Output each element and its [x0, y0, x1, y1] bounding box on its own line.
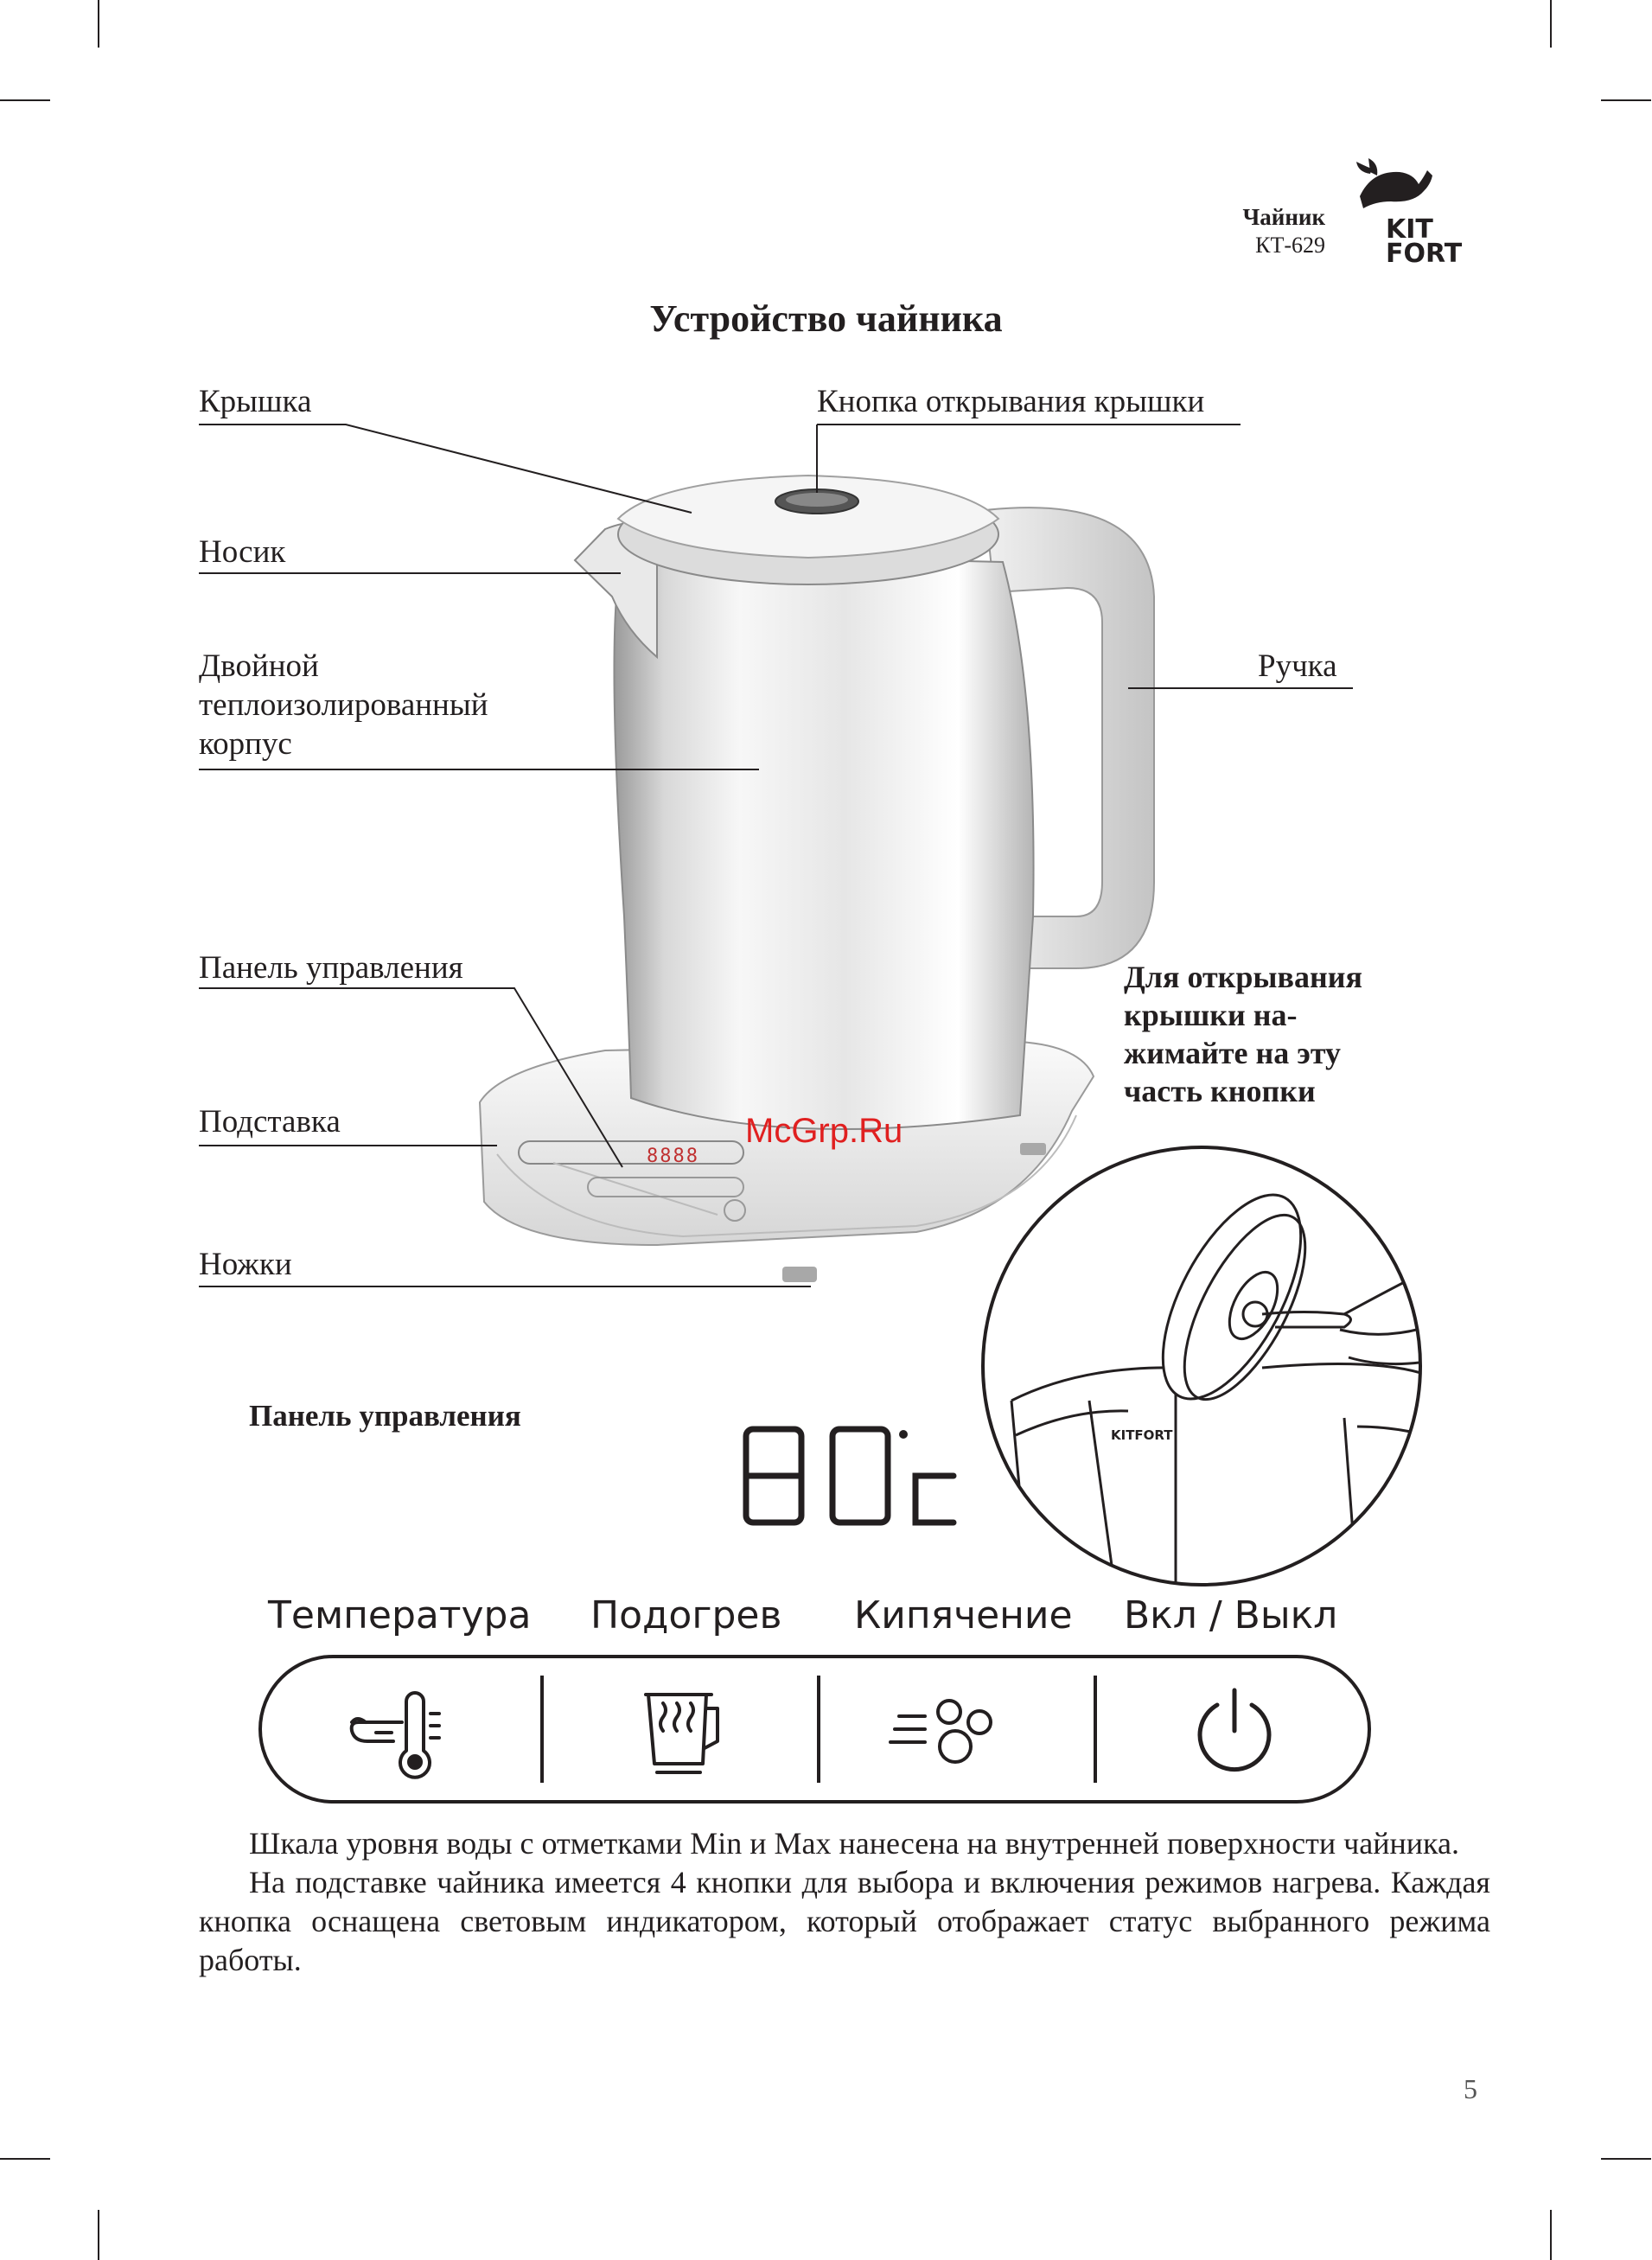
label-body-line3: корпус: [199, 726, 292, 762]
kettle-display-digits: 8888: [647, 1146, 699, 1167]
crop-mark: [1550, 2210, 1552, 2260]
body-text: [199, 1824, 1490, 1980]
lid-note-line2: крышки на-: [1124, 998, 1298, 1032]
digit-8: [746, 1429, 801, 1523]
lid-opening-inset: [977, 1141, 1426, 1591]
lid-note: [1124, 958, 1418, 1110]
page-number: 5: [1464, 2073, 1477, 2104]
paragraph-base-buttons: На подставке чайника имеется 4 кнопки для выбора и включения режимов нагрева. Каждая кнопка оснащена световым индикатором, который отображает статус выбранного режима работы.: [199, 1865, 1490, 1977]
label-lid: Крышка: [199, 384, 312, 419]
panel-display-text: 80°c: [739, 1422, 741, 1423]
lid-note-line4: часть кнопки: [1124, 1074, 1316, 1108]
degree-sign: [899, 1430, 908, 1439]
header-model: КТ-629: [1255, 233, 1325, 258]
watermark: McGrp.Ru: [745, 1112, 903, 1150]
panel-label-temperature: Температура: [268, 1593, 532, 1638]
header-product: Чайник: [1242, 204, 1325, 230]
label-lid-button: Кнопка открывания крышки: [817, 384, 1205, 419]
control-panel-strip: [255, 1651, 1375, 1807]
panel-label-keep-warm: Подогрев: [590, 1593, 782, 1638]
digit-0: [832, 1429, 888, 1523]
crop-mark: [1601, 2158, 1651, 2160]
leader-lid: [199, 425, 692, 513]
page-title: Устройство чайника: [649, 297, 1003, 340]
label-body-line2: теплоизолированный: [199, 687, 488, 723]
kettle-lid: [618, 476, 998, 584]
panel-label-power: Вкл / Выкл: [1124, 1593, 1338, 1638]
inset-brand: KITFORT: [1111, 1427, 1173, 1443]
crop-mark: [0, 2158, 50, 2160]
panel-label-boil: Кипячение: [854, 1593, 1073, 1638]
label-control-panel: Панель управления: [199, 950, 463, 986]
label-spout: Носик: [199, 534, 286, 570]
label-body-line1: Двойной: [199, 648, 319, 684]
lid-note-line1: Для открывания: [1124, 960, 1362, 994]
paragraph-water-scale: Шкала уровня воды с отметками Min и Max нанесена на внутренней поверхности чайника.: [249, 1826, 1459, 1861]
celsius-c: [915, 1476, 954, 1523]
panel-caption: Панель управления: [249, 1399, 521, 1433]
brand-line2: FORT: [1386, 239, 1463, 264]
panel-display: [739, 1422, 964, 1535]
label-handle: Ручка: [1258, 648, 1337, 684]
label-feet: Ножки: [199, 1247, 292, 1282]
label-base: Подставка: [199, 1104, 341, 1140]
lid-note-line3: жимайте на эту: [1124, 1036, 1342, 1070]
kettle-body: [614, 553, 1033, 1129]
brand-line1: KIT: [1386, 214, 1433, 245]
crop-mark: [98, 2210, 99, 2260]
